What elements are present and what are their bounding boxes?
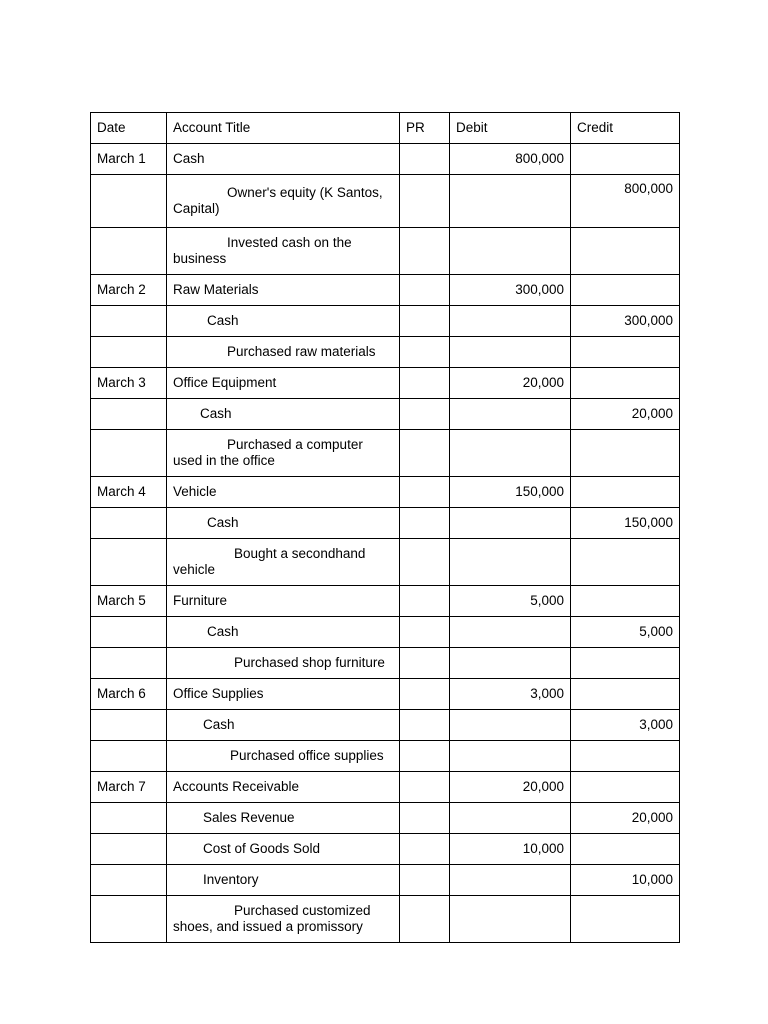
account-cell: Cash [167,617,400,648]
table-row [91,896,680,943]
account-cell: Invested cash on the business [167,228,400,275]
credit-cell [571,430,680,477]
pr-cell [400,617,450,648]
account-cell: Raw Materials [167,275,400,306]
table-row [91,586,680,617]
table-row [91,741,680,772]
account-cell: Cash [167,306,400,337]
table-row [91,865,680,896]
pr-cell [400,337,450,368]
debit-cell: 150,000 [450,477,571,508]
pr-cell [400,508,450,539]
header-credit: Credit [571,113,680,144]
account-cell: Cash [167,508,400,539]
credit-cell [571,741,680,772]
date-cell [91,175,167,228]
debit-cell [450,648,571,679]
date-cell [91,896,167,943]
date-cell: March 2 [91,275,167,306]
date-cell [91,741,167,772]
credit-cell: 3,000 [571,710,680,741]
credit-cell: 5,000 [571,617,680,648]
debit-cell: 20,000 [450,368,571,399]
date-cell [91,399,167,430]
account-cell: Office Supplies [167,679,400,710]
date-cell [91,710,167,741]
pr-cell [400,896,450,943]
table-row [91,430,680,477]
credit-cell [571,896,680,943]
debit-cell [450,865,571,896]
table-row [91,337,680,368]
pr-cell [400,275,450,306]
debit-cell [450,306,571,337]
pr-cell [400,679,450,710]
journal-table [90,112,680,943]
date-cell [91,306,167,337]
debit-cell: 800,000 [450,144,571,175]
table-row [91,228,680,275]
header-pr: PR [400,113,450,144]
date-cell [91,865,167,896]
table-row [91,306,680,337]
credit-cell [571,648,680,679]
pr-cell [400,710,450,741]
table-row [91,539,680,586]
table-row [91,834,680,865]
debit-cell [450,896,571,943]
pr-cell [400,175,450,228]
pr-cell [400,834,450,865]
account-cell: Cash [167,144,400,175]
pr-cell [400,399,450,430]
table-row [91,399,680,430]
pr-cell [400,772,450,803]
account-cell: Vehicle [167,477,400,508]
date-cell [91,337,167,368]
credit-cell [571,144,680,175]
account-cell: Cash [167,710,400,741]
account-cell: Furniture [167,586,400,617]
debit-cell [450,710,571,741]
account-cell: Office Equipment [167,368,400,399]
pr-cell [400,228,450,275]
date-cell [91,803,167,834]
debit-cell: 10,000 [450,834,571,865]
date-cell [91,834,167,865]
pr-cell [400,865,450,896]
pr-cell [400,144,450,175]
pr-cell [400,539,450,586]
account-cell: Bought a secondhand vehicle [167,539,400,586]
debit-cell [450,430,571,477]
pr-cell [400,306,450,337]
credit-cell: 20,000 [571,803,680,834]
debit-cell [450,741,571,772]
pr-cell [400,586,450,617]
account-cell: Purchased office supplies [167,741,400,772]
debit-cell [450,175,571,228]
debit-cell [450,228,571,275]
date-cell [91,508,167,539]
table-row [91,175,680,228]
debit-cell [450,539,571,586]
debit-cell [450,508,571,539]
date-cell: March 6 [91,679,167,710]
date-cell [91,430,167,477]
pr-cell [400,741,450,772]
account-cell: Purchased customized shoes, and issued a promissory [167,896,400,943]
debit-cell [450,617,571,648]
account-cell: Inventory [167,865,400,896]
account-cell: Accounts Receivable [167,772,400,803]
credit-cell [571,337,680,368]
credit-cell [571,586,680,617]
date-cell: March 1 [91,144,167,175]
table-row [91,710,680,741]
date-cell: March 7 [91,772,167,803]
date-cell: March 5 [91,586,167,617]
credit-cell [571,228,680,275]
date-cell [91,228,167,275]
credit-cell [571,772,680,803]
account-cell: Cash [167,399,400,430]
debit-cell: 3,000 [450,679,571,710]
account-cell: Cost of Goods Sold [167,834,400,865]
credit-cell [571,368,680,399]
table-row [91,368,680,399]
credit-cell: 800,000 [571,175,680,228]
header-debit: Debit [450,113,571,144]
pr-cell [400,477,450,508]
credit-cell [571,275,680,306]
table-row [91,508,680,539]
credit-cell: 20,000 [571,399,680,430]
table-row [91,617,680,648]
credit-cell: 10,000 [571,865,680,896]
debit-cell [450,803,571,834]
debit-cell: 5,000 [450,586,571,617]
debit-cell [450,399,571,430]
credit-cell [571,539,680,586]
debit-cell: 20,000 [450,772,571,803]
debit-cell [450,337,571,368]
table-row [91,275,680,306]
date-cell: March 4 [91,477,167,508]
pr-cell [400,803,450,834]
table-row [91,144,680,175]
pr-cell [400,368,450,399]
account-cell: Purchased shop furniture [167,648,400,679]
account-cell: Purchased raw materials [167,337,400,368]
header-account-title: Account Title [167,113,400,144]
date-cell: March 3 [91,368,167,399]
table-row [91,803,680,834]
table-row [91,772,680,803]
table-row [91,648,680,679]
date-cell [91,617,167,648]
date-cell [91,648,167,679]
credit-cell: 150,000 [571,508,680,539]
pr-cell [400,648,450,679]
credit-cell [571,834,680,865]
table-row [91,477,680,508]
date-cell [91,539,167,586]
account-cell: Sales Revenue [167,803,400,834]
credit-cell [571,477,680,508]
credit-cell: 300,000 [571,306,680,337]
header-row [91,113,680,144]
credit-cell [571,679,680,710]
account-cell: Purchased a computer used in the office [167,430,400,477]
debit-cell: 300,000 [450,275,571,306]
header-date: Date [91,113,167,144]
table-row [91,679,680,710]
account-cell: Owner's equity (K Santos, Capital) [167,175,400,228]
pr-cell [400,430,450,477]
